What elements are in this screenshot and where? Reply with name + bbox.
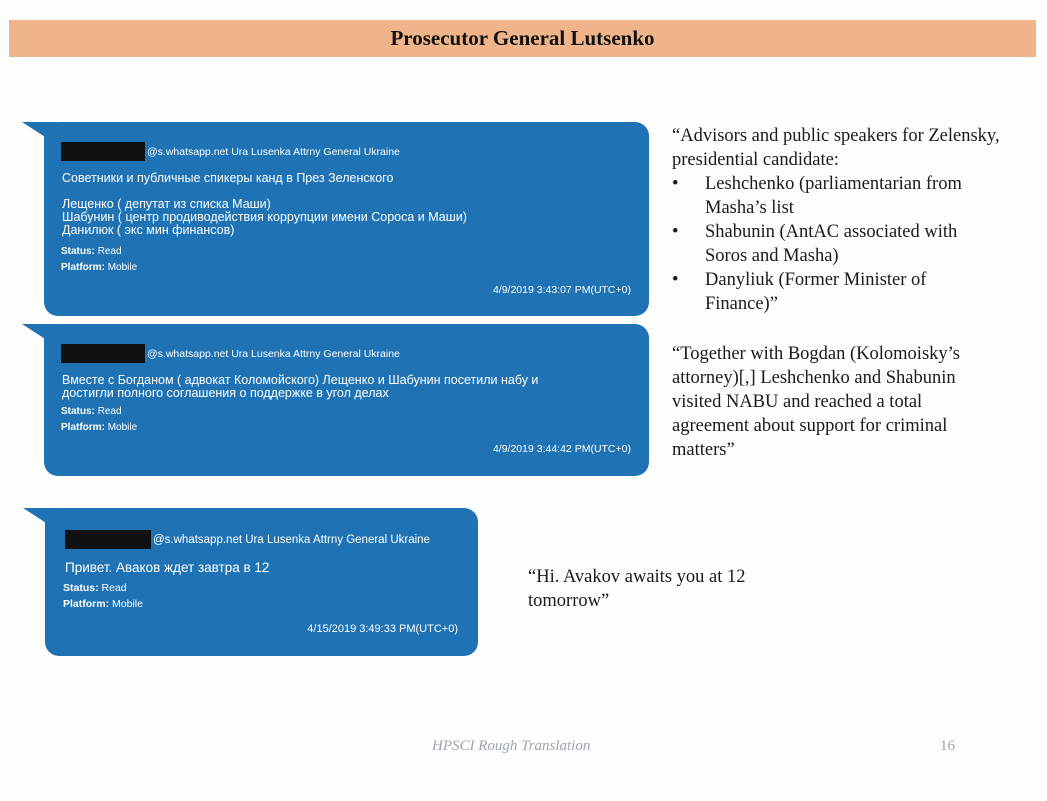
- translation-1: [672, 124, 1002, 316]
- bullet-icon: •: [672, 222, 679, 242]
- translation-1-item: [672, 172, 1002, 220]
- translation-1-item: [672, 268, 1002, 316]
- message-meta: [61, 404, 137, 436]
- redaction-bar: [61, 344, 145, 363]
- translation-1-list: [672, 172, 1002, 316]
- sender-text: @s.whatsapp.net Ura Lusenka Attrny General Ukraine: [153, 533, 430, 546]
- chat-bubble-3: [45, 508, 478, 656]
- status-label: Status:: [61, 246, 95, 257]
- platform-label: Platform:: [61, 262, 105, 273]
- sender-line: [61, 142, 400, 161]
- translation-1-item-text: Leshchenko (parliamentarian from Masha’s list: [705, 174, 962, 218]
- slide-title: Prosecutor General Lutsenko: [9, 20, 1036, 57]
- status-label: Status:: [63, 582, 99, 594]
- footer-label: HPSCI Rough Translation: [432, 738, 591, 754]
- message-timestamp: 4/9/2019 3:44:42 PM(UTC+0): [492, 443, 631, 455]
- translation-1-intro: “Advisors and public speakers for Zelensky, presidential candidate:: [672, 126, 1000, 170]
- message-text: Привет. Аваков ждет завтра в 12: [65, 560, 270, 575]
- platform-value: Mobile: [107, 262, 138, 273]
- message-meta: [61, 244, 137, 276]
- translation-1-item-text: Shabunin (AntAC associated with Soros and Masha): [705, 222, 958, 266]
- platform-value: Mobile: [112, 598, 143, 610]
- page-number: 16: [940, 738, 955, 754]
- status-value: Read: [101, 582, 127, 594]
- translation-2: “Together with Bogdan (Kolomoisky’s attorney)[,] Leshchenko and Shabunin visited NABU and reached a total agreement about support for criminal matters”: [672, 344, 960, 460]
- redaction-bar: [65, 530, 151, 549]
- message-text: Советники и публичные спикеры канд в През Зеленского Лещенко ( депутат из списка Маши) Шабунин ( центр продиводействия коррупции имени Сороса и Маши) Данилюк ( экс мин финансов): [62, 171, 467, 237]
- translation-3: “Hi. Avakov awaits you at 12 tomorrow”: [528, 567, 746, 611]
- translation-1-item-text: Danyliuk (Former Minister of Finance)”: [705, 270, 927, 314]
- chat-bubble-1: [44, 122, 649, 316]
- message-text: Вместе с Богданом ( адвокат Коломойского) Лещенко и Шабунин посетили набу и достигли полного соглашения о поддержке в угол делах: [62, 373, 539, 400]
- status-value: Read: [97, 246, 122, 257]
- bullet-icon: •: [672, 174, 679, 194]
- bullet-icon: •: [672, 270, 679, 290]
- sender-text: @s.whatsapp.net Ura Lusenka Attrny General Ukraine: [147, 145, 400, 158]
- platform-value: Mobile: [107, 422, 138, 433]
- redaction-bar: [61, 142, 145, 161]
- platform-label: Platform:: [61, 422, 105, 433]
- status-value: Read: [97, 406, 122, 417]
- message-meta: [63, 580, 143, 612]
- sender-line: [61, 344, 400, 363]
- sender-line: [65, 530, 430, 549]
- platform-label: Platform:: [63, 598, 110, 610]
- chat-bubble-2: [44, 324, 649, 476]
- message-timestamp: 4/9/2019 3:43:07 PM(UTC+0): [492, 284, 631, 296]
- translation-1-item: [672, 220, 1002, 268]
- sender-text: @s.whatsapp.net Ura Lusenka Attrny General Ukraine: [147, 347, 400, 360]
- message-timestamp: 4/15/2019 3:49:33 PM(UTC+0): [307, 623, 458, 635]
- status-label: Status:: [61, 406, 95, 417]
